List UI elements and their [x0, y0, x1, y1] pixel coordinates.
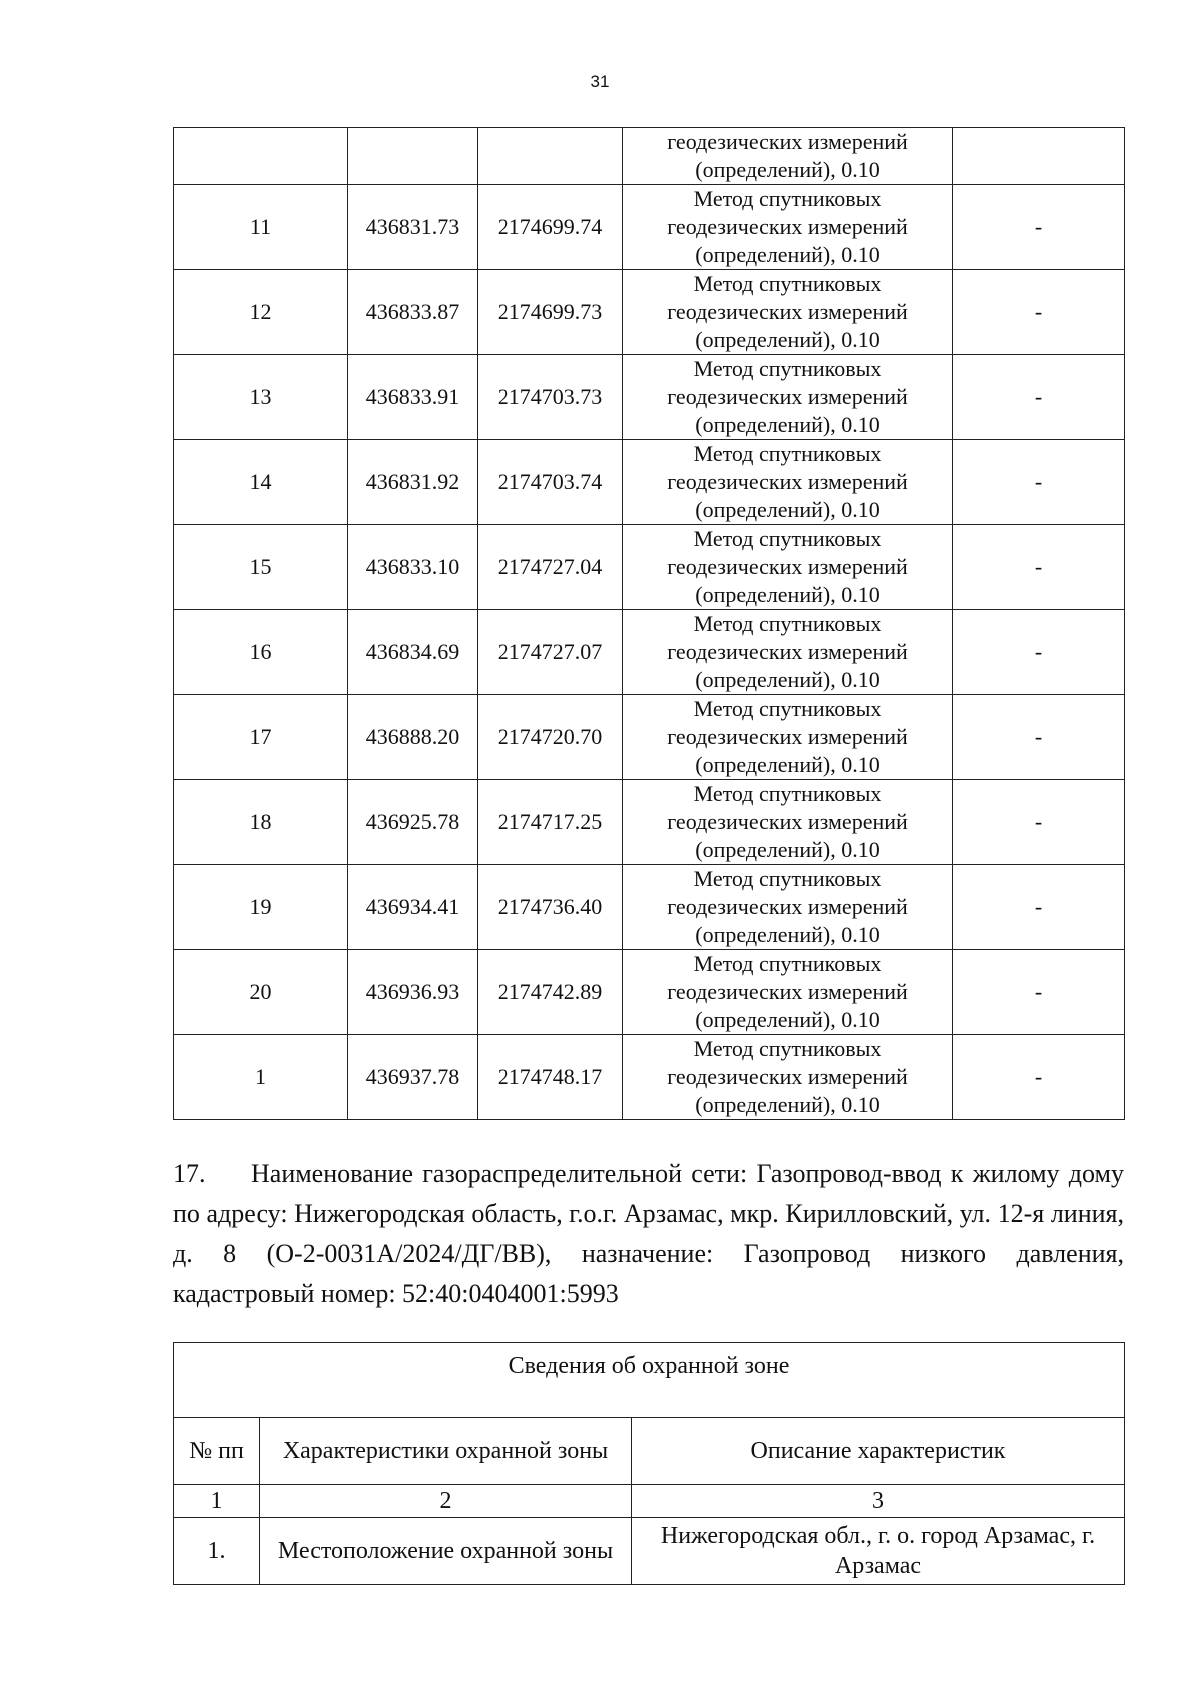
extra-cell: - — [953, 355, 1125, 440]
method-line: геодезических измерений — [667, 384, 908, 409]
y-coordinate-cell: 2174720.70 — [478, 695, 623, 780]
row-number: 1. — [174, 1518, 260, 1585]
coordinates-table — [173, 127, 1125, 1120]
method-line: Метод спутниковых — [693, 356, 882, 381]
table-row — [174, 1035, 1125, 1120]
table-row — [174, 185, 1125, 270]
table-row — [174, 128, 1125, 185]
table-row — [174, 270, 1125, 355]
point-number-cell: 13 — [174, 355, 348, 440]
extra-cell: - — [953, 950, 1125, 1035]
x-coordinate-cell: 436936.93 — [348, 950, 478, 1035]
y-coordinate-cell: 2174699.73 — [478, 270, 623, 355]
method-line: геодезических измерений — [667, 809, 908, 834]
method-cell — [623, 950, 953, 1035]
point-number-cell: 18 — [174, 780, 348, 865]
x-coordinate-cell: 436833.87 — [348, 270, 478, 355]
y-coordinate-cell: 2174699.74 — [478, 185, 623, 270]
point-number-cell: 15 — [174, 525, 348, 610]
method-line: геодезических измерений — [667, 894, 908, 919]
extra-cell: - — [953, 780, 1125, 865]
x-coordinate-cell: 436834.69 — [348, 610, 478, 695]
point-number-cell: 17 — [174, 695, 348, 780]
y-coordinate-cell: 2174727.04 — [478, 525, 623, 610]
method-line: Метод спутниковых — [693, 951, 882, 976]
table-row — [174, 695, 1125, 780]
extra-cell: - — [953, 1035, 1125, 1120]
table-row — [174, 950, 1125, 1035]
y-coordinate-cell: 2174727.07 — [478, 610, 623, 695]
y-coordinate-cell: 2174736.40 — [478, 865, 623, 950]
header-description: Описание характеристик — [632, 1418, 1125, 1485]
method-line: Метод спутниковых — [693, 271, 882, 296]
method-line: геодезических измерений — [667, 214, 908, 239]
method-line: (определений), 0.10 — [695, 922, 880, 947]
point-number-cell: 19 — [174, 865, 348, 950]
method-line: (определений), 0.10 — [695, 667, 880, 692]
method-line: Метод спутниковых — [693, 186, 882, 211]
x-coordinate-cell: 436937.78 — [348, 1035, 478, 1120]
method-line: (определений), 0.10 — [695, 1007, 880, 1032]
protection-zone-table — [173, 1342, 1125, 1585]
x-coordinate-cell: 436831.92 — [348, 440, 478, 525]
method-line: (определений), 0.10 — [695, 242, 880, 267]
table-title-row — [174, 1343, 1125, 1418]
point-number-cell: 1 — [174, 1035, 348, 1120]
method-cell — [623, 128, 953, 185]
column-index: 3 — [632, 1485, 1125, 1518]
point-number-cell: 14 — [174, 440, 348, 525]
table-title: Сведения об охранной зоне — [174, 1343, 1125, 1418]
extra-cell — [953, 128, 1125, 185]
x-coordinate-cell: 436833.91 — [348, 355, 478, 440]
point-number-cell: 11 — [174, 185, 348, 270]
x-coordinate-cell: 436888.20 — [348, 695, 478, 780]
method-line: геодезических измерений — [667, 639, 908, 664]
method-cell — [623, 780, 953, 865]
method-cell — [623, 185, 953, 270]
method-line: (определений), 0.10 — [695, 327, 880, 352]
extra-cell: - — [953, 865, 1125, 950]
method-line: геодезических измерений — [667, 1064, 908, 1089]
column-index-row — [174, 1485, 1125, 1518]
y-coordinate-cell: 2174703.74 — [478, 440, 623, 525]
extra-cell: - — [953, 695, 1125, 780]
y-coordinate-cell: 2174703.73 — [478, 355, 623, 440]
method-line: Метод спутниковых — [693, 866, 882, 891]
table-row — [174, 440, 1125, 525]
method-cell — [623, 610, 953, 695]
x-coordinate-cell — [348, 128, 478, 185]
x-coordinate-cell: 436833.10 — [348, 525, 478, 610]
point-number-cell: 12 — [174, 270, 348, 355]
method-line: (определений), 0.10 — [695, 582, 880, 607]
point-number-cell: 16 — [174, 610, 348, 695]
method-line: Метод спутниковых — [693, 441, 882, 466]
header-characteristics: Характеристики охранной зоны — [260, 1418, 632, 1485]
method-line: Метод спутниковых — [693, 1036, 882, 1061]
method-line: геодезических измерений — [667, 554, 908, 579]
y-coordinate-cell: 2174742.89 — [478, 950, 623, 1035]
extra-cell: - — [953, 440, 1125, 525]
method-line: (определений), 0.10 — [695, 497, 880, 522]
section-paragraph — [173, 1154, 1124, 1314]
method-cell — [623, 695, 953, 780]
table-row — [174, 780, 1125, 865]
table-row — [174, 610, 1125, 695]
point-number-cell — [174, 128, 348, 185]
section-number: 17. — [173, 1159, 206, 1188]
method-line: Метод спутниковых — [693, 526, 882, 551]
method-line: (определений), 0.10 — [695, 412, 880, 437]
point-number-cell: 20 — [174, 950, 348, 1035]
method-cell — [623, 355, 953, 440]
extra-cell: - — [953, 185, 1125, 270]
column-index: 1 — [174, 1485, 260, 1518]
method-line: Метод спутниковых — [693, 781, 882, 806]
table-row — [174, 865, 1125, 950]
x-coordinate-cell: 436831.73 — [348, 185, 478, 270]
x-coordinate-cell: 436925.78 — [348, 780, 478, 865]
method-line: (определений), 0.10 — [695, 1092, 880, 1117]
method-line: Метод спутниковых — [693, 611, 882, 636]
method-line: (определений), 0.10 — [695, 157, 880, 182]
method-line: геодезических измерений — [667, 299, 908, 324]
column-index: 2 — [260, 1485, 632, 1518]
y-coordinate-cell: 2174717.25 — [478, 780, 623, 865]
method-cell — [623, 525, 953, 610]
extra-cell: - — [953, 525, 1125, 610]
table-header-row — [174, 1418, 1125, 1485]
table-row — [174, 355, 1125, 440]
table-row — [174, 1518, 1125, 1585]
method-cell — [623, 440, 953, 525]
method-line: Метод спутниковых — [693, 696, 882, 721]
extra-cell: - — [953, 270, 1125, 355]
table-row — [174, 525, 1125, 610]
method-line: геодезических измерений — [667, 724, 908, 749]
section-text: Наименование газораспределительной сети: Газопровод-ввод к жилому дому по адресу: Нижегородская область, г.о.г. Арзамас, мкр. Кирилловский, ул. 12-я линия, д. 8 (О-2-0031А/2024/ДГ/ВВ), назначение: Газопровод низкого давления, кадастровый номер: 52:40:0404001:5993 — [173, 1159, 1124, 1308]
method-line: геодезических измерений — [667, 979, 908, 1004]
method-line: (определений), 0.10 — [695, 752, 880, 777]
extra-cell: - — [953, 610, 1125, 695]
method-line: геодезических измерений — [667, 469, 908, 494]
page-number: 31 — [590, 72, 610, 91]
method-line: геодезических измерений — [667, 129, 908, 154]
header-number: № пп — [174, 1418, 260, 1485]
method-line: (определений), 0.10 — [695, 837, 880, 862]
method-cell — [623, 865, 953, 950]
method-cell — [623, 1035, 953, 1120]
row-characteristic: Местоположение охранной зоны — [260, 1518, 632, 1585]
x-coordinate-cell: 436934.41 — [348, 865, 478, 950]
method-cell — [623, 270, 953, 355]
row-description: Нижегородская обл., г. о. город Арзамас, г. Арзамас — [632, 1518, 1125, 1585]
y-coordinate-cell — [478, 128, 623, 185]
y-coordinate-cell: 2174748.17 — [478, 1035, 623, 1120]
